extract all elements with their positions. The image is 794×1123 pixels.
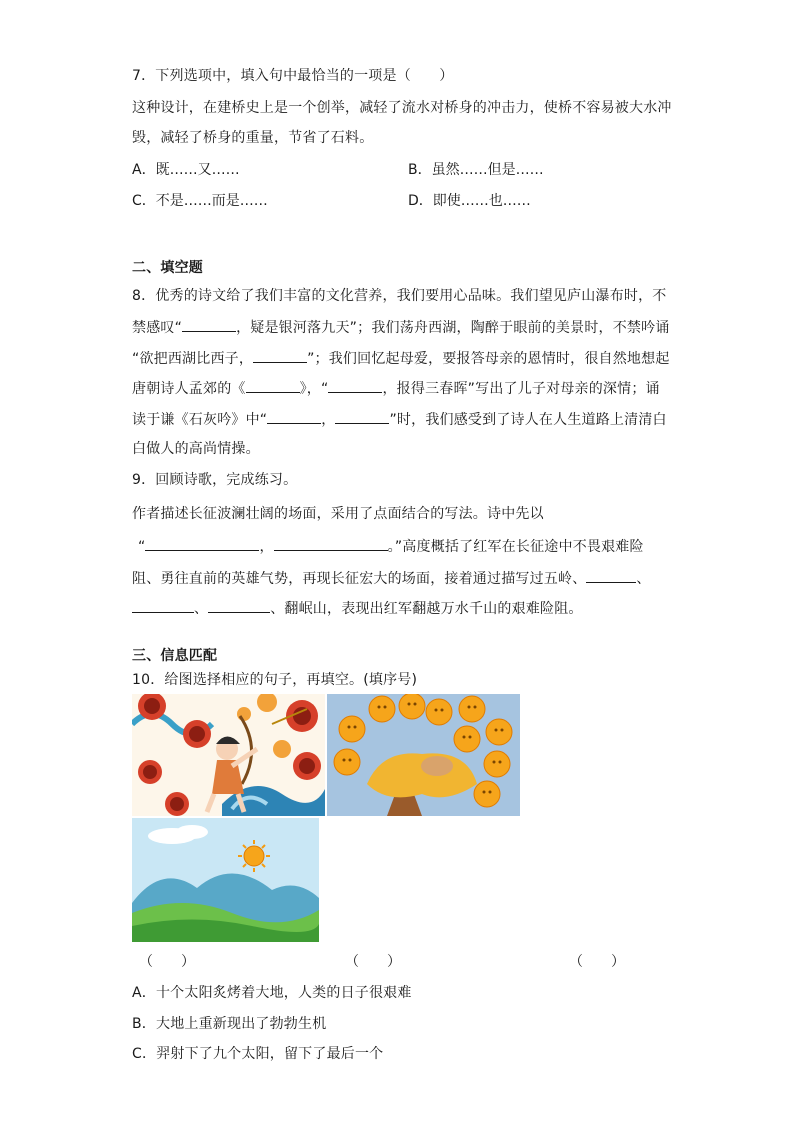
q9-stem: 9．回顾诗歌，完成练习。 (132, 472, 298, 488)
q7-stem: 7．下列选项中，填入句中最恰当的一项是（ ） (132, 68, 454, 84)
q7-option-d[interactable]: D．即使……也…… (408, 193, 531, 209)
q10-option-a: A．十个太阳炙烤着大地，人类的日子很艰难 (132, 985, 412, 1001)
picture-archer-shooting-suns (132, 694, 325, 816)
q7-option-b[interactable]: B．虽然……但是…… (408, 162, 544, 178)
q9-blank-3[interactable] (586, 568, 636, 583)
q8-blank-4[interactable] (328, 378, 382, 393)
q8-text: ，报得三春晖”写出了儿子对母亲的深情；诵 (382, 381, 660, 397)
answer-paren-1[interactable] (139, 951, 195, 971)
answer-paren-1-text: （ ） (139, 954, 195, 970)
q9-blank-2[interactable] (274, 536, 388, 551)
q9-text: 。”高度概括了红军在长征途中不畏艰难险 (387, 539, 644, 555)
q9-line2: 作者描述长征波澜壮阔的场面，采用了点面结合的写法。诗中先以 (132, 506, 544, 522)
q7-passage-line1: 这种设计，在建桥史上是一个创举，减轻了流水对桥身的冲击力，使桥不容易被大水冲 (132, 100, 672, 116)
q8-blank-1[interactable] (182, 317, 236, 332)
q9-text: “ (138, 539, 146, 555)
q8-line6: 白做人的高尚情操。 (132, 441, 260, 457)
q9-text: 、翻岷山，表现出红军翻越万水千山的艰难险阻。 (270, 601, 583, 617)
q9-line5 (132, 598, 583, 619)
answer-paren-3[interactable] (569, 951, 625, 971)
answer-paren-2-text: （ ） (345, 954, 401, 970)
q8-text: 唐朝诗人孟郊的《 (132, 381, 246, 397)
q9-text: ， (259, 539, 274, 555)
q10-stem: 10．给图选择相应的句子，再填空。(填序号) (132, 672, 418, 688)
q9-blank-5[interactable] (208, 598, 270, 613)
q7-option-a[interactable]: A．既……又…… (132, 162, 240, 178)
q8-text: ”；我们回忆起母爱，要报答母亲的恩情时，很自然地想起 (307, 351, 670, 367)
q8-text: “欲把西湖比西子， (132, 351, 254, 367)
q9-text: 、 (194, 601, 209, 617)
q8-text: 禁感叹“ (132, 320, 183, 336)
q10-option-c: C．羿射下了九个太阳，留下了最后一个 (132, 1046, 384, 1062)
q9-line4 (132, 568, 651, 589)
q7-option-c[interactable]: C．不是……而是…… (132, 193, 268, 209)
q8-text: ， (321, 412, 336, 428)
q8-blank-3[interactable] (246, 378, 300, 393)
q8-line1: 8．优秀的诗文给了我们丰富的文化营养，我们要用心品味。我们望见庐山瀑布时，不 (132, 288, 667, 304)
q8-line2 (132, 317, 670, 338)
q8-text: 读于谦《石灰吟》中“ (132, 412, 268, 428)
q8-blank-6[interactable] (335, 409, 389, 424)
q9-line3 (138, 536, 644, 557)
q8-text: 》，“ (299, 381, 329, 397)
q9-text: 、 (636, 571, 651, 587)
q8-blank-2[interactable] (253, 348, 307, 363)
q8-line3 (132, 348, 670, 369)
picture-ten-suns-tree (327, 694, 520, 816)
q8-line4 (132, 378, 660, 399)
q8-text: ”时，我们感受到了诗人在人生道路上清清白 (389, 412, 667, 428)
q8-line5 (132, 409, 667, 430)
q8-blank-5[interactable] (267, 409, 321, 424)
answer-paren-3-text: （ ） (569, 954, 625, 970)
q9-blank-1[interactable] (145, 536, 259, 551)
answer-paren-2[interactable] (345, 951, 401, 971)
q9-text: 阻、勇往直前的英雄气势，再现长征宏大的场面，接着通过描写过五岭、 (132, 571, 587, 587)
q7-passage-line2: 毁，减轻了桥身的重量，节省了石料。 (132, 130, 374, 146)
section-matching-title: 三、信息匹配 (132, 648, 218, 664)
section-fill-blank-title: 二、填空题 (132, 260, 203, 276)
q9-blank-4[interactable] (132, 598, 194, 613)
q10-option-b: B．大地上重新现出了勃勃生机 (132, 1016, 327, 1032)
q8-text: ，疑是银河落九天”；我们荡舟西湖，陶醉于眼前的美景时，不禁吟诵 (236, 320, 670, 336)
picture-single-sun-landscape (132, 818, 319, 942)
